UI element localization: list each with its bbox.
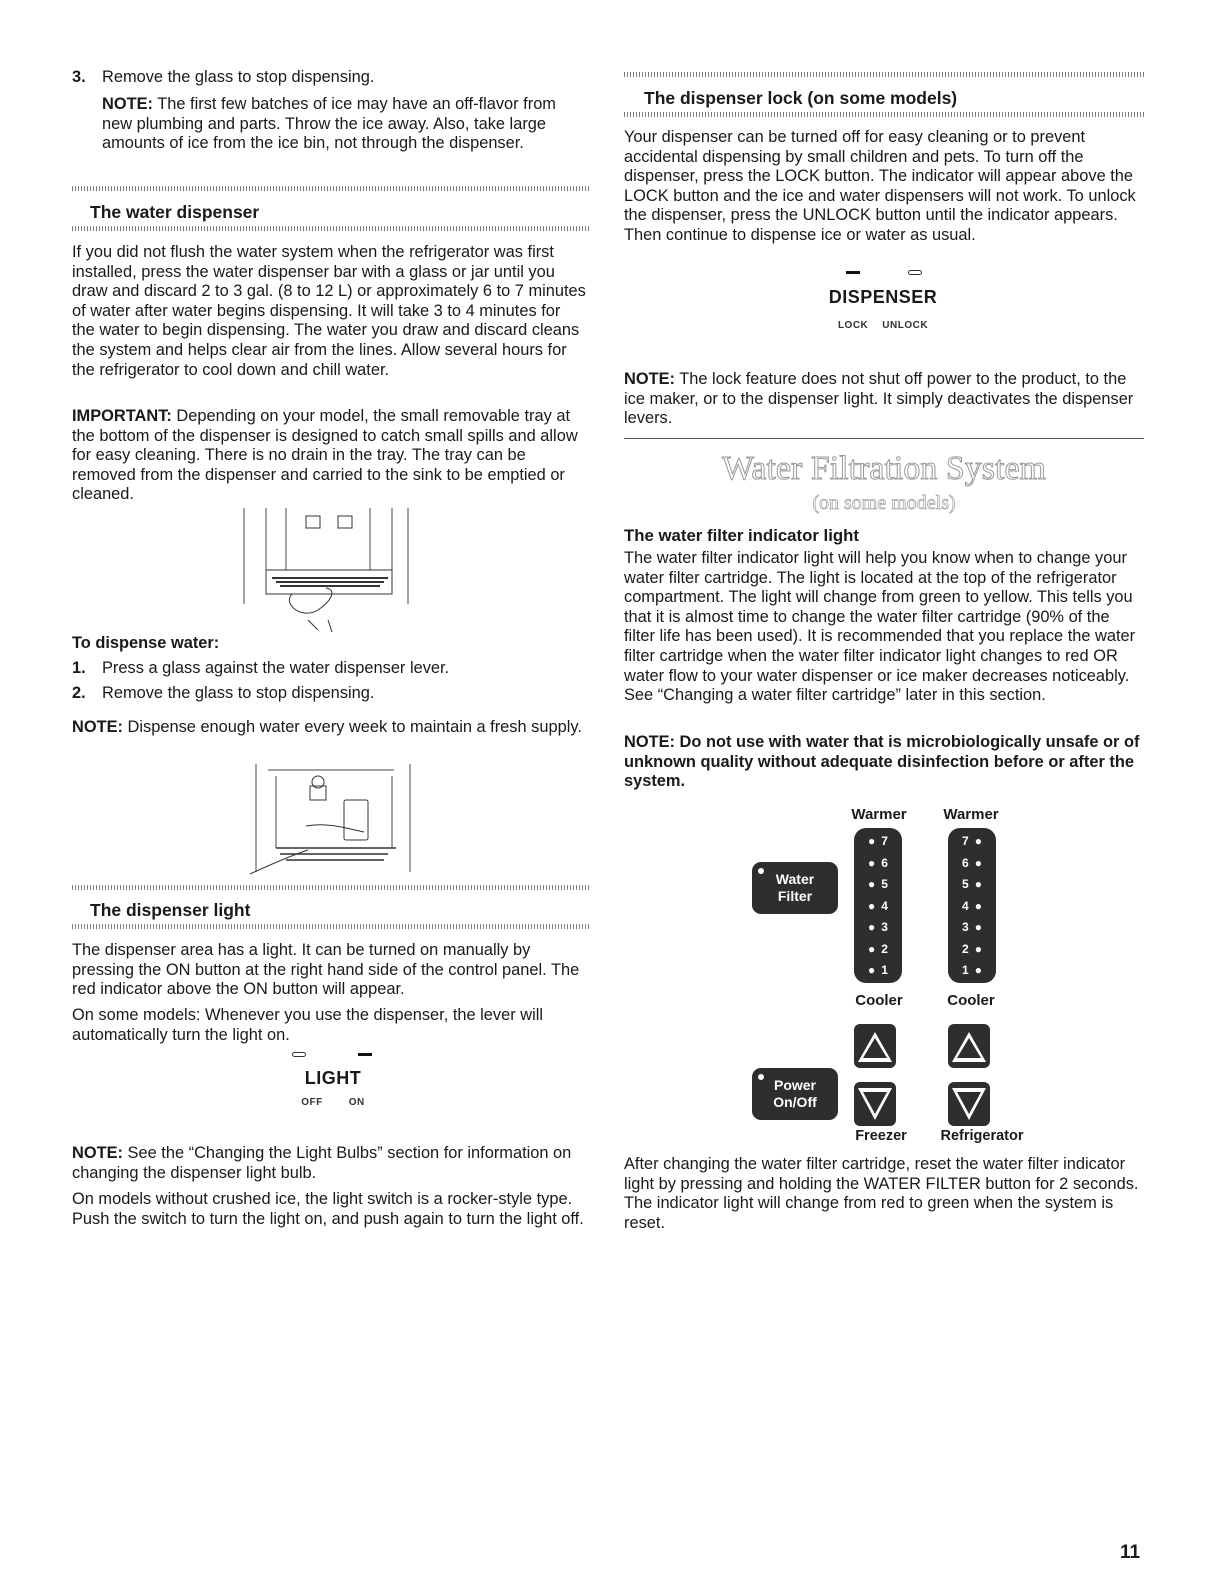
step-text: Press a glass against the water dispenser lever.	[102, 659, 450, 677]
rocker-switch-paragraph: On models without crushed ice, the light switch is a rocker-style type. Push the switch to turn the light on, and push again to turn the light off.	[72, 1190, 584, 1228]
light-off-button[interactable]: OFF	[301, 1097, 323, 1108]
freezer-label: Freezer	[855, 1128, 907, 1144]
refrigerator-label: Refrigerator	[940, 1128, 1024, 1144]
step-text: Remove the glass to stop dispensing.	[102, 684, 375, 702]
freezer-level-bar: ● 7 ● 6 ● 5 ● 4 ● 3 ● 2 ● 1	[854, 828, 902, 983]
note-lock-feature: NOTE: The lock feature does not shut off power to the product, to the ice maker, or to the dispenser light. It simply deactivates the dispenser levers.	[624, 370, 1134, 428]
glass-dispensing-illustration	[246, 762, 416, 876]
heading-rule	[72, 885, 590, 890]
water-filter-button[interactable]: Water Filter	[752, 862, 838, 914]
some-models-paragraph: On some models: Whenever you use the dispenser, the lever will automatically turn the light on.	[72, 1006, 544, 1044]
water-dispenser-paragraph: If you did not flush the water system when the refrigerator was first installed, press the water dispenser bar with a glass or jar until you draw and discard 2 to 3 gal. (8 to 12 L) or approximately 6 to 7 minutes of water after water begins dispensing. It will take 3 to 4 minutes for the water to begin dispensing. The water you draw and discard cleans the system and helps clear air from the lines. Allow several hours for the refrigerator to cool down and chill water.	[72, 243, 586, 379]
light-control-title: LIGHT	[304, 1068, 362, 1088]
heading-rule	[72, 186, 590, 191]
note-first-batches: NOTE: The first few batches of ice may have an off-flavor from new plumbing and parts. Throw the ice away. Also, take large amounts of ice from the ice bin, not through the dispenser.	[102, 95, 556, 153]
page-number: 11	[1120, 1542, 1141, 1563]
step-number: 3.	[72, 68, 86, 86]
filter-indicator-heading: The water filter indicator light	[624, 526, 859, 545]
off-indicator	[292, 1052, 306, 1057]
on-indicator	[358, 1053, 372, 1056]
dispenser-light-paragraph: The dispenser area has a light. It can be turned on manually by pressing the ON button at the right hand side of the control panel. The red indicator above the ON button will appear.	[72, 941, 580, 999]
cooler-label-right: Cooler	[947, 992, 995, 1009]
note-weekly: NOTE: Dispense enough water every week to maintain a fresh supply.	[72, 718, 582, 736]
temperature-arrow-buttons	[852, 1024, 1012, 1130]
power-button[interactable]: Power On/Off	[752, 1068, 838, 1120]
note-light-bulbs: NOTE: See the “Changing the Light Bulbs” section for information on changing the dispenser light bulb.	[72, 1144, 572, 1182]
note-microbiological: NOTE: Do not use with water that is microbiologically unsafe or of unknown quality without adequate disinfection before or after the system.	[624, 733, 1140, 791]
dispenser-control	[808, 287, 958, 331]
step-number: 1.	[72, 659, 86, 677]
section-divider	[624, 438, 1144, 439]
reset-paragraph: After changing the water filter cartridge, reset the water filter indicator light by pressing and holding the WATER FILTER button for 2 seconds. The indicator light will change from red to green when the system is reset.	[624, 1155, 1139, 1232]
unlock-button[interactable]: UNLOCK	[882, 320, 929, 331]
step-number: 2.	[72, 684, 86, 702]
dispenser-control-title: DISPENSER	[828, 287, 938, 307]
dispenser-lock-heading: The dispenser lock (on some models)	[644, 88, 958, 108]
heading-rule	[72, 924, 590, 929]
light-control	[278, 1068, 388, 1108]
refrigerator-level-bar: 7 ● 6 ● 5 ● 4 ● 3 ● 2 ● 1 ●	[948, 828, 996, 983]
lock-indicator	[846, 271, 860, 274]
to-dispense-heading: To dispense water:	[72, 634, 220, 652]
filter-indicator-paragraph: The water filter indicator light will help you know when to change your water filter cartridge. The light is located at the top of the refrigerator compartment. The light will change from green to yellow. This tells you that it is almost time to change the water filter cartridge (90% of the filter life has been used). It is recommended that you replace the water filter cartridge when the water filter indicator light changes to red OR water flow to your water dispenser or ice maker decreases noticeably. See “Changing a water filter cartridge” later in this section.	[624, 549, 1136, 705]
warmer-label-right: Warmer	[943, 806, 999, 823]
cooler-label-left: Cooler	[855, 992, 903, 1009]
freezer-down-button[interactable]	[854, 1082, 896, 1126]
water-filtration-subtitle: (on some models)	[812, 492, 956, 514]
water-dispenser-heading: The water dispenser	[90, 202, 260, 222]
dispenser-light-heading: The dispenser light	[90, 900, 251, 920]
lock-button[interactable]: LOCK	[837, 320, 869, 331]
refrigerator-up-button[interactable]	[948, 1024, 990, 1068]
dispenser-tray-illustration	[242, 508, 412, 638]
heading-rule	[72, 226, 590, 231]
unlock-indicator	[908, 270, 922, 275]
freezer-up-button[interactable]	[854, 1024, 896, 1068]
water-filtration-title: Water Filtration System	[722, 450, 1046, 487]
heading-rule	[624, 72, 1144, 77]
heading-rule	[624, 112, 1144, 117]
important-note: IMPORTANT: Depending on your model, the small removable tray at the bottom of the dispenser is designed to catch small spills and allow for easy cleaning. There is no drain in the tray. The tray can be removed from the dispenser and carried to the sink to be emptied or cleaned.	[72, 407, 578, 504]
indicator-dot	[758, 1074, 764, 1080]
step-text: Remove the glass to stop dispensing.	[102, 68, 375, 86]
warmer-label-left: Warmer	[851, 806, 907, 823]
indicator-dot	[758, 868, 764, 874]
dispenser-lock-paragraph: Your dispenser can be turned off for easy cleaning or to prevent accidental dispensing by small children and pets. To turn off the dispenser, press the LOCK button. The indicator will appear above the LOCK button and the ice and water dispensers will not work. To unlock the dispenser, press the UNLOCK button until the indicator appears. Then continue to dispense ice or water as usual.	[624, 128, 1136, 244]
light-on-button[interactable]: ON	[348, 1097, 365, 1108]
refrigerator-down-button[interactable]	[948, 1082, 990, 1126]
